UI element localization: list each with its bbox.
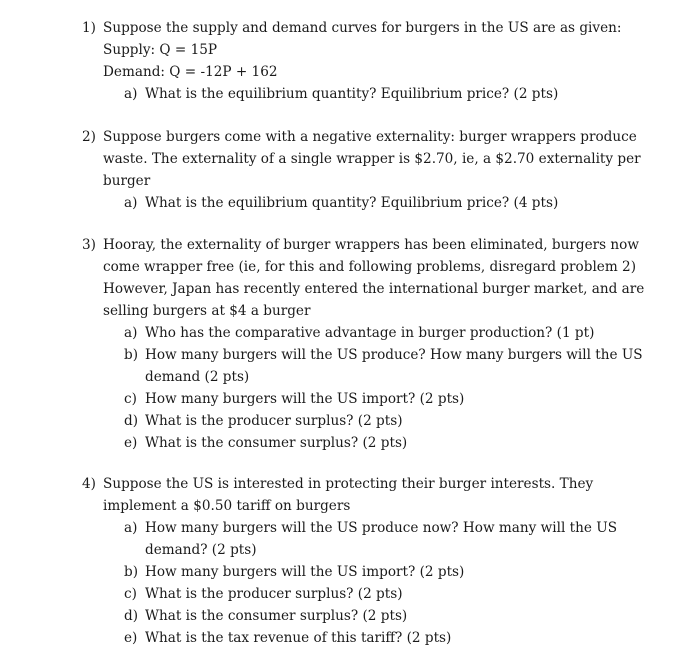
sub-question bbox=[124, 322, 642, 344]
sub-question-text: How many burgers will the US produce? How many burgers will the US bbox=[145, 347, 643, 363]
problem-line: come wrapper free (ie, for this and following problems, disregard problem 2) bbox=[103, 259, 636, 275]
problem-text bbox=[103, 234, 645, 322]
problem-line: Suppose the US is interested in protecting their burger interests. They bbox=[103, 476, 594, 492]
sub-question-text: What is the consumer surplus? (2 pts) bbox=[145, 608, 408, 624]
sub-question-letter: a) bbox=[124, 195, 138, 211]
sub-question-text: How many burgers will the US import? (2 pts) bbox=[145, 391, 465, 407]
problem-number: 1) bbox=[82, 20, 96, 36]
problem-3 bbox=[82, 234, 645, 454]
sub-question-text: demand (2 pts) bbox=[145, 369, 250, 385]
sub-question-letter: d) bbox=[124, 608, 139, 624]
sub-question-text: What is the producer surplus? (2 pts) bbox=[145, 586, 403, 602]
supply-equation: Supply: Q = 15P bbox=[103, 42, 218, 58]
sub-question-letter: a) bbox=[124, 86, 138, 102]
problem-line: Hooray, the externality of burger wrappers has been eliminated, burgers now bbox=[103, 237, 639, 253]
sub-question bbox=[124, 410, 642, 432]
sub-question-text: What is the equilibrium quantity? Equilibrium price? (2 pts) bbox=[145, 86, 559, 102]
problem-4 bbox=[82, 473, 642, 649]
sub-question bbox=[124, 605, 642, 627]
sub-question bbox=[124, 432, 642, 454]
problem-number: 2) bbox=[82, 129, 96, 145]
sub-question-text: What is the equilibrium quantity? Equilibrium price? (4 pts) bbox=[145, 195, 559, 211]
problem-line: burger bbox=[103, 173, 151, 189]
problem-text bbox=[103, 126, 642, 192]
demand-equation: Demand: Q = -12P + 162 bbox=[103, 64, 278, 80]
sub-question-text: How many burgers will the US produce now? How many will the US bbox=[145, 520, 618, 536]
sub-question-letter: d) bbox=[124, 413, 139, 429]
problem-line: Suppose burgers come with a negative externality: burger wrappers produce bbox=[103, 129, 637, 145]
problem-line: Suppose the supply and demand curves for burgers in the US are as given: bbox=[103, 20, 622, 36]
problem-line: selling burgers at $4 a burger bbox=[103, 303, 311, 319]
problem-number: 3) bbox=[82, 237, 96, 253]
sub-question bbox=[124, 388, 642, 410]
problem-line: However, Japan has recently entered the international burger market, and are bbox=[103, 281, 645, 297]
problem-2 bbox=[82, 126, 642, 214]
sub-question-text: demand? (2 pts) bbox=[145, 542, 257, 558]
sub-question-text: How many burgers will the US import? (2 pts) bbox=[145, 564, 465, 580]
sub-question bbox=[124, 561, 642, 583]
sub-question-letter: e) bbox=[124, 630, 138, 646]
problem-line: implement a $0.50 tariff on burgers bbox=[103, 498, 351, 514]
sub-question-letter: a) bbox=[124, 520, 138, 536]
sub-question bbox=[124, 583, 642, 605]
problem-number: 4) bbox=[82, 476, 96, 492]
sub-question-text: What is the producer surplus? (2 pts) bbox=[145, 413, 403, 429]
sub-question-text: Who has the comparative advantage in burger production? (1 pt) bbox=[145, 325, 595, 341]
problem-text bbox=[103, 17, 642, 83]
sub-question-text: What is the consumer surplus? (2 pts) bbox=[145, 435, 408, 451]
sub-question bbox=[124, 83, 642, 105]
sub-question bbox=[124, 192, 642, 214]
problem-line: waste. The externality of a single wrapper is $2.70, ie, a $2.70 externality per bbox=[103, 151, 641, 167]
sub-question-letter: b) bbox=[124, 347, 139, 363]
sub-question bbox=[124, 517, 642, 561]
sub-question-letter: a) bbox=[124, 325, 138, 341]
sub-question bbox=[124, 344, 642, 388]
problem-1 bbox=[82, 17, 642, 105]
sub-question-letter: b) bbox=[124, 564, 139, 580]
problem-text bbox=[103, 473, 642, 517]
sub-question-letter: c) bbox=[124, 586, 137, 602]
sub-question-letter: c) bbox=[124, 391, 137, 407]
sub-question-text: What is the tax revenue of this tariff? (2 pts) bbox=[145, 630, 452, 646]
sub-question-letter: e) bbox=[124, 435, 138, 451]
sub-question bbox=[124, 627, 642, 649]
